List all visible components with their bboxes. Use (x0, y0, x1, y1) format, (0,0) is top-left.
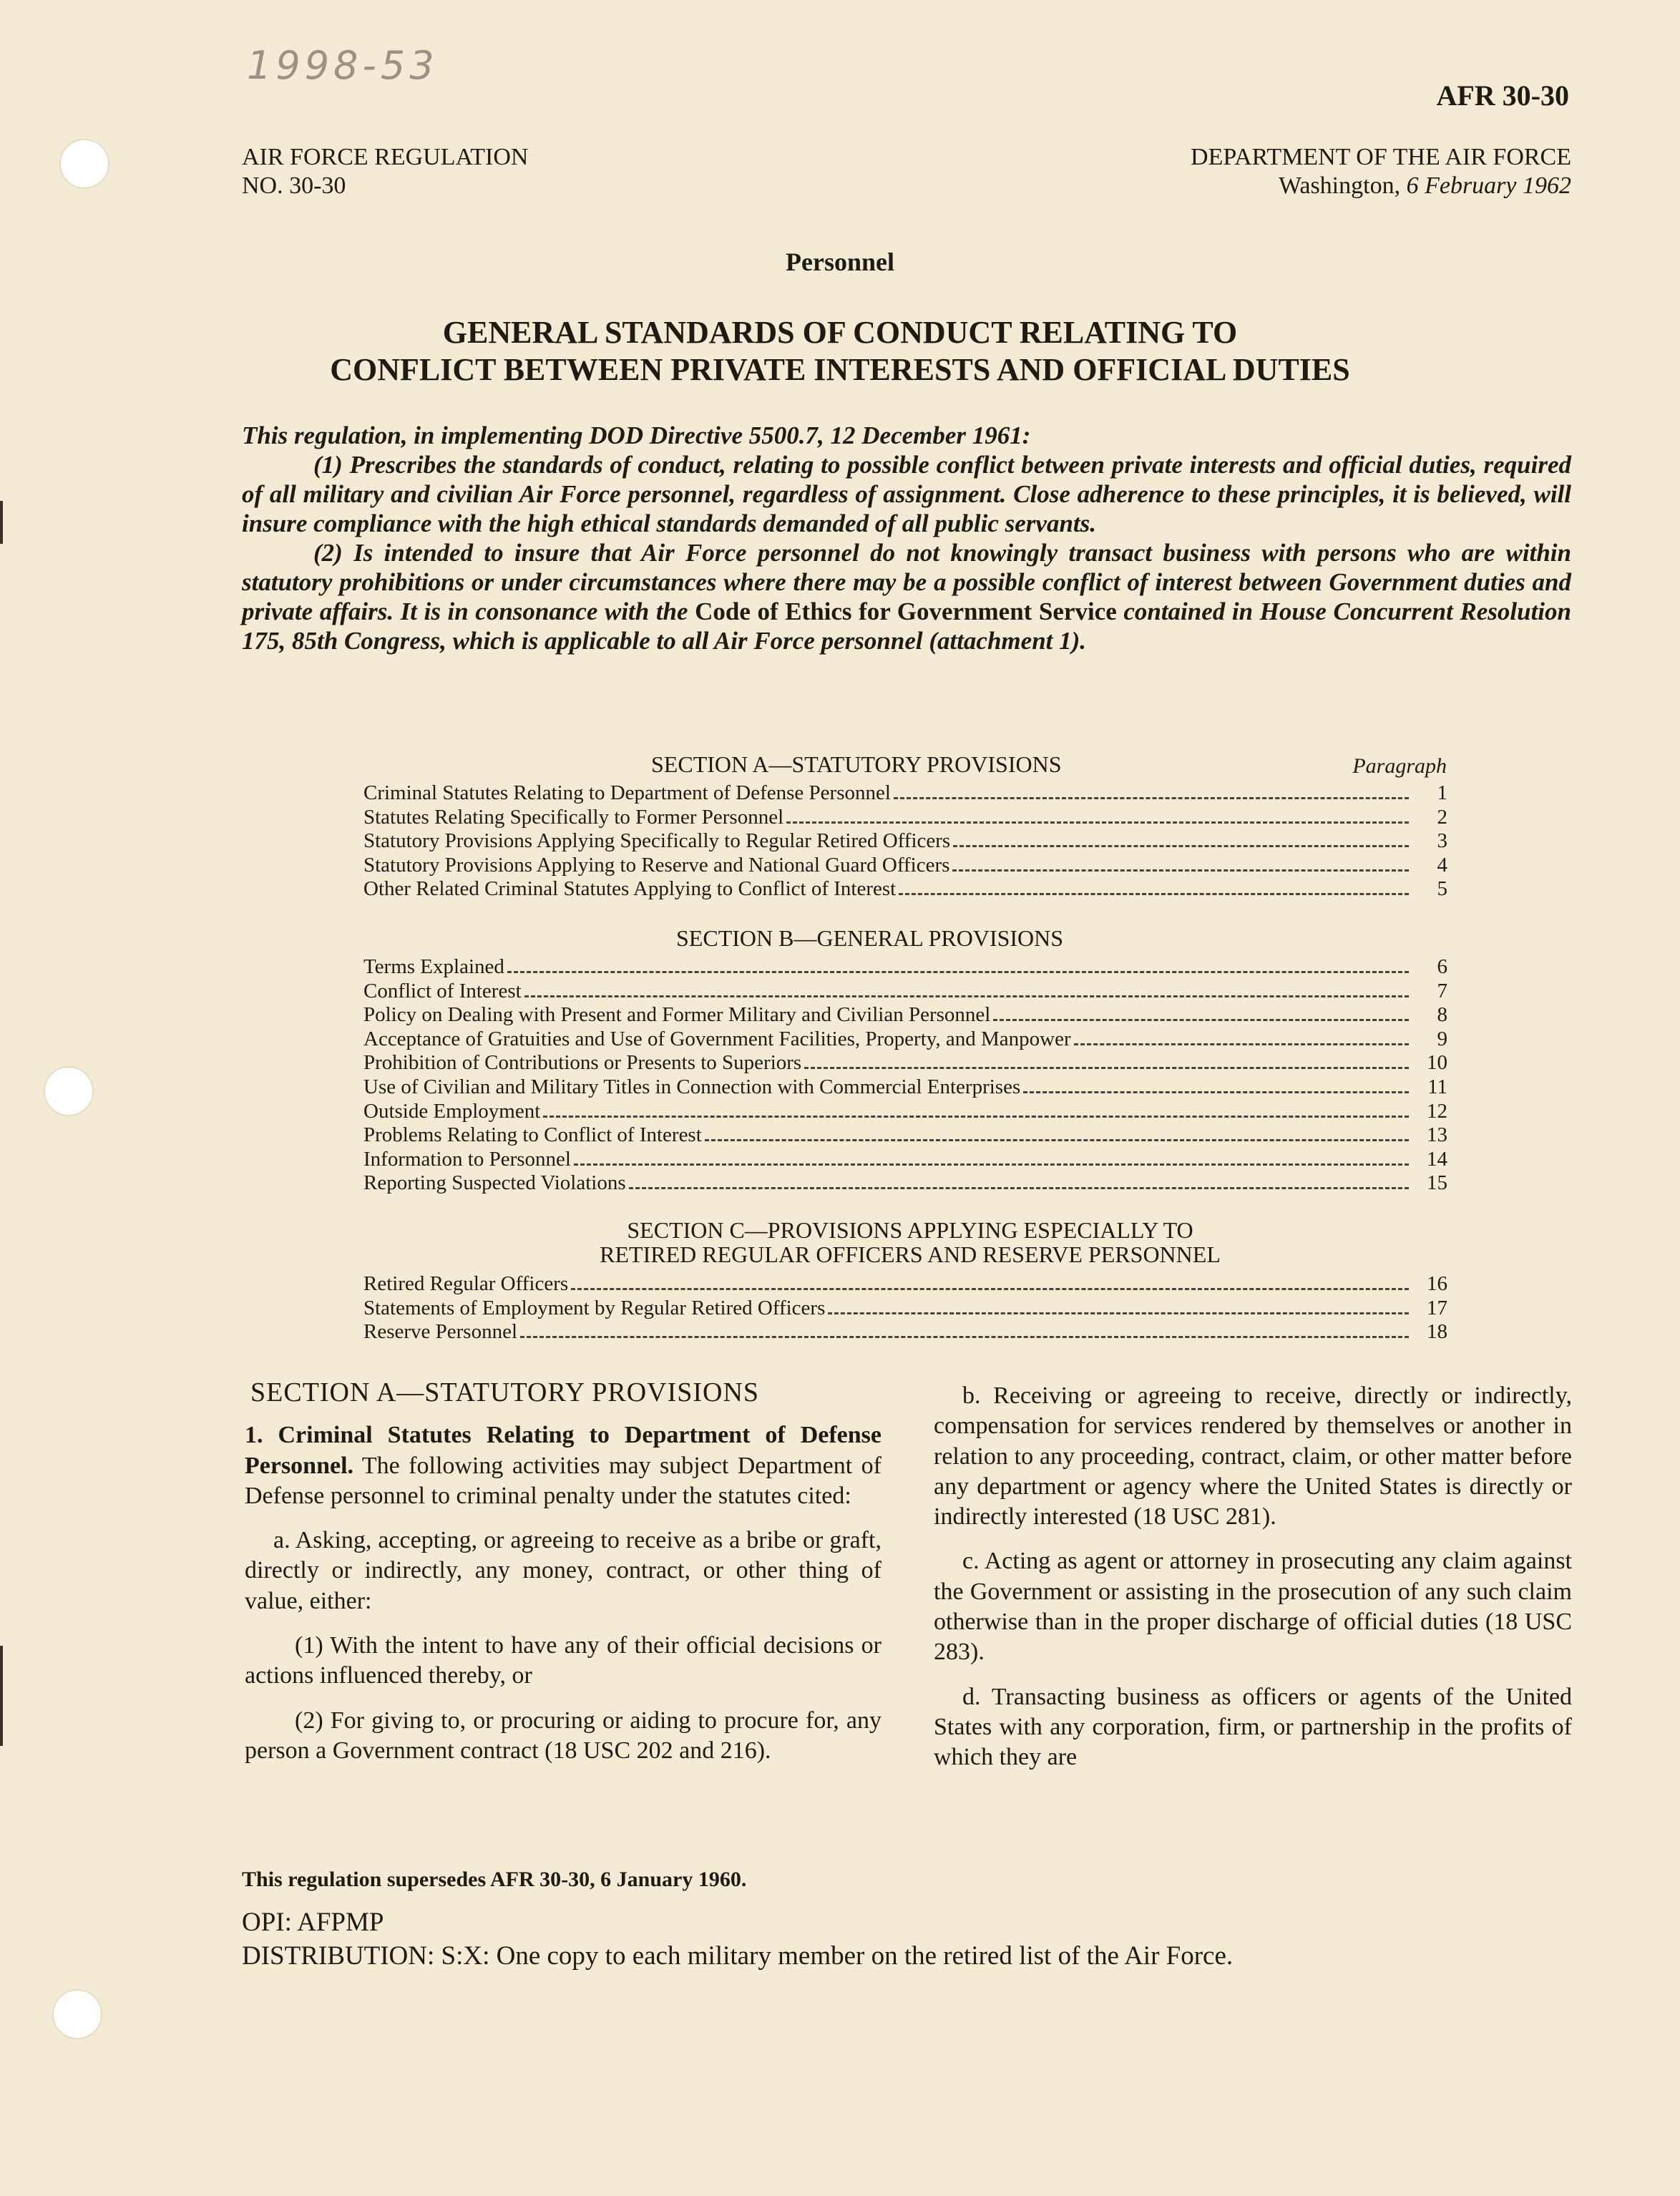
toc-section-a-list (363, 781, 1447, 902)
header-right (1191, 143, 1571, 200)
item-d: d. Transacting business as officers or agents of the United States with any corporation, firm, or partnership in the profits of which they are (934, 1683, 1572, 1771)
body-section-heading: SECTION A—STATUTORY PROVISIONS (250, 1377, 760, 1407)
toc-item[interactable]: Reporting Suspected Violations 15 (363, 1171, 1447, 1195)
page-title-line2: CONFLICT BETWEEN PRIVATE INTERESTS AND OFFICIAL DUTIES (330, 352, 1350, 387)
toc-section-c-heading: SECTION C—PROVISIONS APPLYING ESPECIALLY TO RETIRED REGULAR OFFICERS AND RESERVE PERSONNEL (600, 1217, 1221, 1267)
toc-item[interactable]: Policy on Dealing with Present and Former Military and Civilian Personnel 8 (363, 1003, 1447, 1027)
header-right-line1: DEPARTMENT OF THE AIR FORCE (1191, 144, 1571, 170)
body-left-column (245, 1377, 881, 1766)
intro-paragraph-2: (2) Is intended to insure that Air Force personnel do not knowingly transact business with persons who are within statutory prohibitions or under circumstances where there may be a possible conflict of interest between Government duties and private affairs. It is in consonance with the Code of Ethics for Government Service contained in House Concurrent Resolution 175, 85th Congress, which is applicable to all Air Force personnel (attachment 1). (242, 539, 1571, 655)
toc-item[interactable]: Terms Explained 6 (363, 955, 1447, 978)
toc-item[interactable]: Outside Employment 12 (363, 1099, 1447, 1123)
toc-item[interactable]: Acceptance of Gratuities and Use of Government Facilities, Property, and Manpower 9 (363, 1027, 1447, 1050)
toc-item[interactable]: Statements of Employment by Regular Retired Officers 17 (363, 1296, 1447, 1319)
distribution-line: DISTRIBUTION: S:X: One copy to each military member on the retired list of the Air Force. (242, 1941, 1234, 1971)
item-b: b. Receiving or agreeing to receive, directly or indirectly, compensation for services rendered by themselves or another in relation to any proceeding, contract, claim, or other matter before any department or agency where the United States is directly or indirectly interested (18 USC 281). (934, 1382, 1572, 1531)
intro-paragraph-1: (1) Prescribes the standards of conduct, relating to possible conflict between private interests and official duties, required of all military and civilian Air Force personnel, regardless of assignment. Close adherence to these principles, it is believed, will insure compliance with the high ethical standards demanded of all public servants. (242, 451, 1571, 537)
supersedes-note: This regulation supersedes AFR 30-30, 6 January 1960. (242, 1868, 747, 1891)
binder-hole-bottom (52, 1989, 102, 2039)
toc-paragraph-label: Paragraph (1352, 754, 1447, 778)
toc-item[interactable]: Use of Civilian and Military Titles in Connection with Commercial Enterprises 11 (363, 1075, 1447, 1098)
item-a: a. Asking, accepting, or agreeing to receive as a bribe or graft, directly or indirectly, any money, contract, or other thing of value, either: (245, 1527, 881, 1614)
opi-line: OPI: AFPMP (242, 1908, 384, 1937)
doc-number: AFR 30-30 (1436, 79, 1569, 112)
header-date: 6 February 1962 (1406, 172, 1571, 199)
body-right-column (934, 1381, 1572, 1773)
page-title-line1: GENERAL STANDARDS OF CONDUCT RELATING TO (442, 315, 1238, 350)
category-heading: Personnel (786, 248, 894, 276)
toc-item[interactable]: Conflict of Interest 7 (363, 979, 1447, 1002)
edge-mark (0, 1646, 3, 1746)
header-left (242, 143, 528, 200)
toc-item[interactable]: Information to Personnel 14 (363, 1147, 1447, 1171)
toc-item[interactable]: Statutes Relating Specifically to Former Personnel 2 (363, 805, 1447, 829)
binder-hole-middle (44, 1066, 94, 1116)
edge-mark (0, 501, 3, 544)
toc-item[interactable]: Other Related Criminal Statutes Applying to Conflict of Interest 5 (363, 877, 1447, 901)
toc-item[interactable]: Statutory Provisions Applying to Reserve and National Guard Officers 4 (363, 853, 1447, 877)
toc-item[interactable]: Problems Relating to Conflict of Interest 13 (363, 1123, 1447, 1147)
item-a1: (1) With the intent to have any of their official decisions or actions influenced thereby, or (245, 1632, 881, 1689)
toc-item[interactable]: Reserve Personnel 18 (363, 1320, 1447, 1344)
handwritten-note: 1998-53 (247, 43, 439, 88)
toc-item[interactable]: Retired Regular Officers 16 (363, 1272, 1447, 1295)
toc-section-b-list (363, 955, 1447, 1196)
paragraph-1: 1. Criminal Statutes Relating to Department of Defense Personnel. The following activities may subject Department of Defense personnel to criminal penalty under the statutes cited: (245, 1422, 881, 1509)
toc-item[interactable]: Criminal Statutes Relating to Department of Defense Personnel 1 (363, 781, 1447, 804)
code-of-ethics-reference: Code of Ethics for Government Service (695, 597, 1117, 625)
header-left-line1: AIR FORCE REGULATION (242, 144, 529, 170)
toc-section-b-heading: SECTION B—GENERAL PROVISIONS (676, 925, 1064, 951)
toc-item[interactable]: Prohibition of Contributions or Presents to Superiors 10 (363, 1051, 1447, 1075)
item-a2: (2) For giving to, or procuring or aiding to procure for, any person a Government contract (18 USC 202 and 216). (245, 1707, 881, 1764)
toc-section-a-heading: SECTION A—STATUTORY PROVISIONS (651, 751, 1062, 777)
toc-item[interactable]: Statutory Provisions Applying Specifically to Regular Retired Officers 3 (363, 829, 1447, 853)
intro-block (242, 421, 1571, 655)
paragraph-1-title: 1. Criminal Statutes Relating to Department of Defense Personnel. (245, 1422, 881, 1479)
toc-section-c-list (363, 1272, 1447, 1345)
item-c: c. Acting as agent or attorney in prosecuting any claim against the Government or assisting in the prosecution of any such claim otherwise than in the proper discharge of official duties (18 USC 283). (934, 1548, 1572, 1666)
binder-hole-top (59, 139, 109, 189)
header-right-line2: Washington, 6 February 1962 (1278, 172, 1571, 199)
intro-lead: This regulation, in implementing DOD Directive 5500.7, 12 December 1961: (242, 421, 1031, 449)
header-left-line2: NO. 30-30 (242, 172, 346, 199)
